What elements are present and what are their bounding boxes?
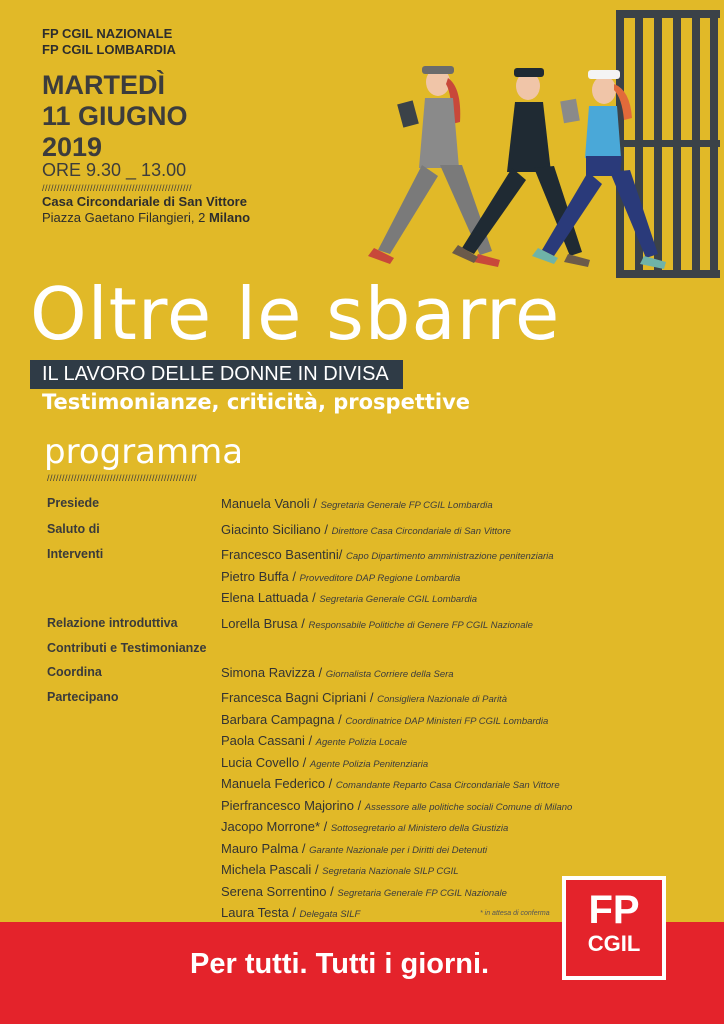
event-day-month: 11 GIUGNO [42, 101, 188, 131]
role-label: Contributi e Testimonianze [47, 641, 207, 655]
speaker: Lorella Brusa / Responsabile Politiche di Genere FP CGIL Nazionale [221, 615, 533, 631]
event-title: Oltre le sbarre [30, 272, 561, 356]
logo-cgil: CGIL [587, 931, 641, 956]
program-row-saluto [47, 520, 687, 542]
confirmation-note: * in attesa di conferma [480, 910, 550, 917]
role-label: Presiede [47, 496, 100, 510]
role-label: Saluto di [47, 521, 100, 536]
speaker: Simona Ravizza / Giornalista Corriere della Sera [221, 664, 454, 680]
program-row-coordina [47, 663, 687, 685]
role-label: Relazione introduttiva [47, 615, 178, 630]
event-day: MARTEDÌ [42, 70, 165, 100]
speaker: Giacinto Siciliano / Direttore Casa Circondariale di San Vittore [221, 521, 511, 537]
speaker: Serena Sorrentino / Segretaria Generale FP CGIL Nazionale [221, 883, 507, 899]
speaker: Francesco Basentini/ Capo Dipartimento amministrazione penitenziaria [221, 547, 554, 562]
speaker: Lucia Covello / Agente Polizia Penitenziaria [221, 754, 429, 770]
fp-cgil-logo [562, 876, 666, 980]
program-divider-slashes: ////////////////////////////////////////////////// [47, 473, 198, 483]
venue-address: Piazza Gaetano Filangieri, 2 [42, 210, 206, 225]
logo-fp: FP [588, 888, 640, 932]
org-lombardia: FP CGIL LOMBARDIA [42, 42, 176, 57]
speaker: Francesca Bagni Cipriani / Consigliera Nazionale di Parità [221, 690, 507, 705]
org-national: FP CGIL NAZIONALE [42, 26, 173, 41]
program-row-interventi [47, 545, 687, 610]
speaker: Laura Testa / Delegata SILF [221, 905, 361, 920]
program-title: programma [44, 432, 244, 472]
speaker: Michela Pascali / Segretaria Nazionale SILP CGIL [221, 862, 459, 877]
venue-city: Milano [208, 210, 251, 225]
event-date [42, 70, 188, 163]
organizers [42, 26, 176, 58]
divider-slashes: ////////////////////////////////////////////////// [42, 183, 193, 193]
speaker: Elena Lattuada / Segretaria Generale CGIL Lombardia [221, 590, 478, 605]
program-list [47, 494, 687, 925]
speaker: Jacopo Morrone* / Sottosegretario al Ministero della Giustizia [221, 819, 509, 834]
speaker: Manuela Federico / Comandante Reparto Casa Circondariale San Vittore [221, 776, 560, 791]
role-label: Coordina [47, 664, 102, 679]
woman-navy-uniform [452, 68, 590, 267]
program-row-relazione [47, 614, 687, 636]
uniformed-women-illustration [330, 0, 724, 285]
speaker: Mauro Palma / Garante Nazionale per i Diritti dei Detenuti [221, 840, 488, 856]
role-label: Partecipano [47, 690, 119, 704]
event-tagline: Testimonianze, criticità, prospettive [42, 390, 471, 414]
speaker: Barbara Campagna / Coordinatrice DAP Ministeri FP CGIL Lombardia [221, 711, 549, 727]
event-time: ORE 9.30 _ 13.00 [42, 160, 187, 180]
event-subtitle: IL LAVORO DELLE DONNE IN DIVISA [30, 360, 403, 389]
slogan: Per tutti. Tutti i giorni. [190, 948, 490, 980]
role-label: Interventi [47, 547, 104, 561]
speaker: Pietro Buffa / Provveditore DAP Regione Lombardia [221, 568, 461, 584]
event-year: 2019 [42, 132, 103, 162]
venue [42, 194, 250, 226]
speaker: Manuela Vanoli / Segretaria Generale FP CGIL Lombardia [221, 496, 493, 511]
speaker: Paola Cassani / Agente Polizia Locale [221, 733, 408, 748]
speaker: Pierfrancesco Majorino / Assessore alle politiche sociali Comune di Milano [221, 797, 573, 813]
venue-name: Casa Circondariale di San Vittore [42, 194, 247, 209]
prison-bars [616, 10, 720, 278]
program-row-contributi [47, 639, 687, 659]
program-row-presiede [47, 494, 687, 516]
